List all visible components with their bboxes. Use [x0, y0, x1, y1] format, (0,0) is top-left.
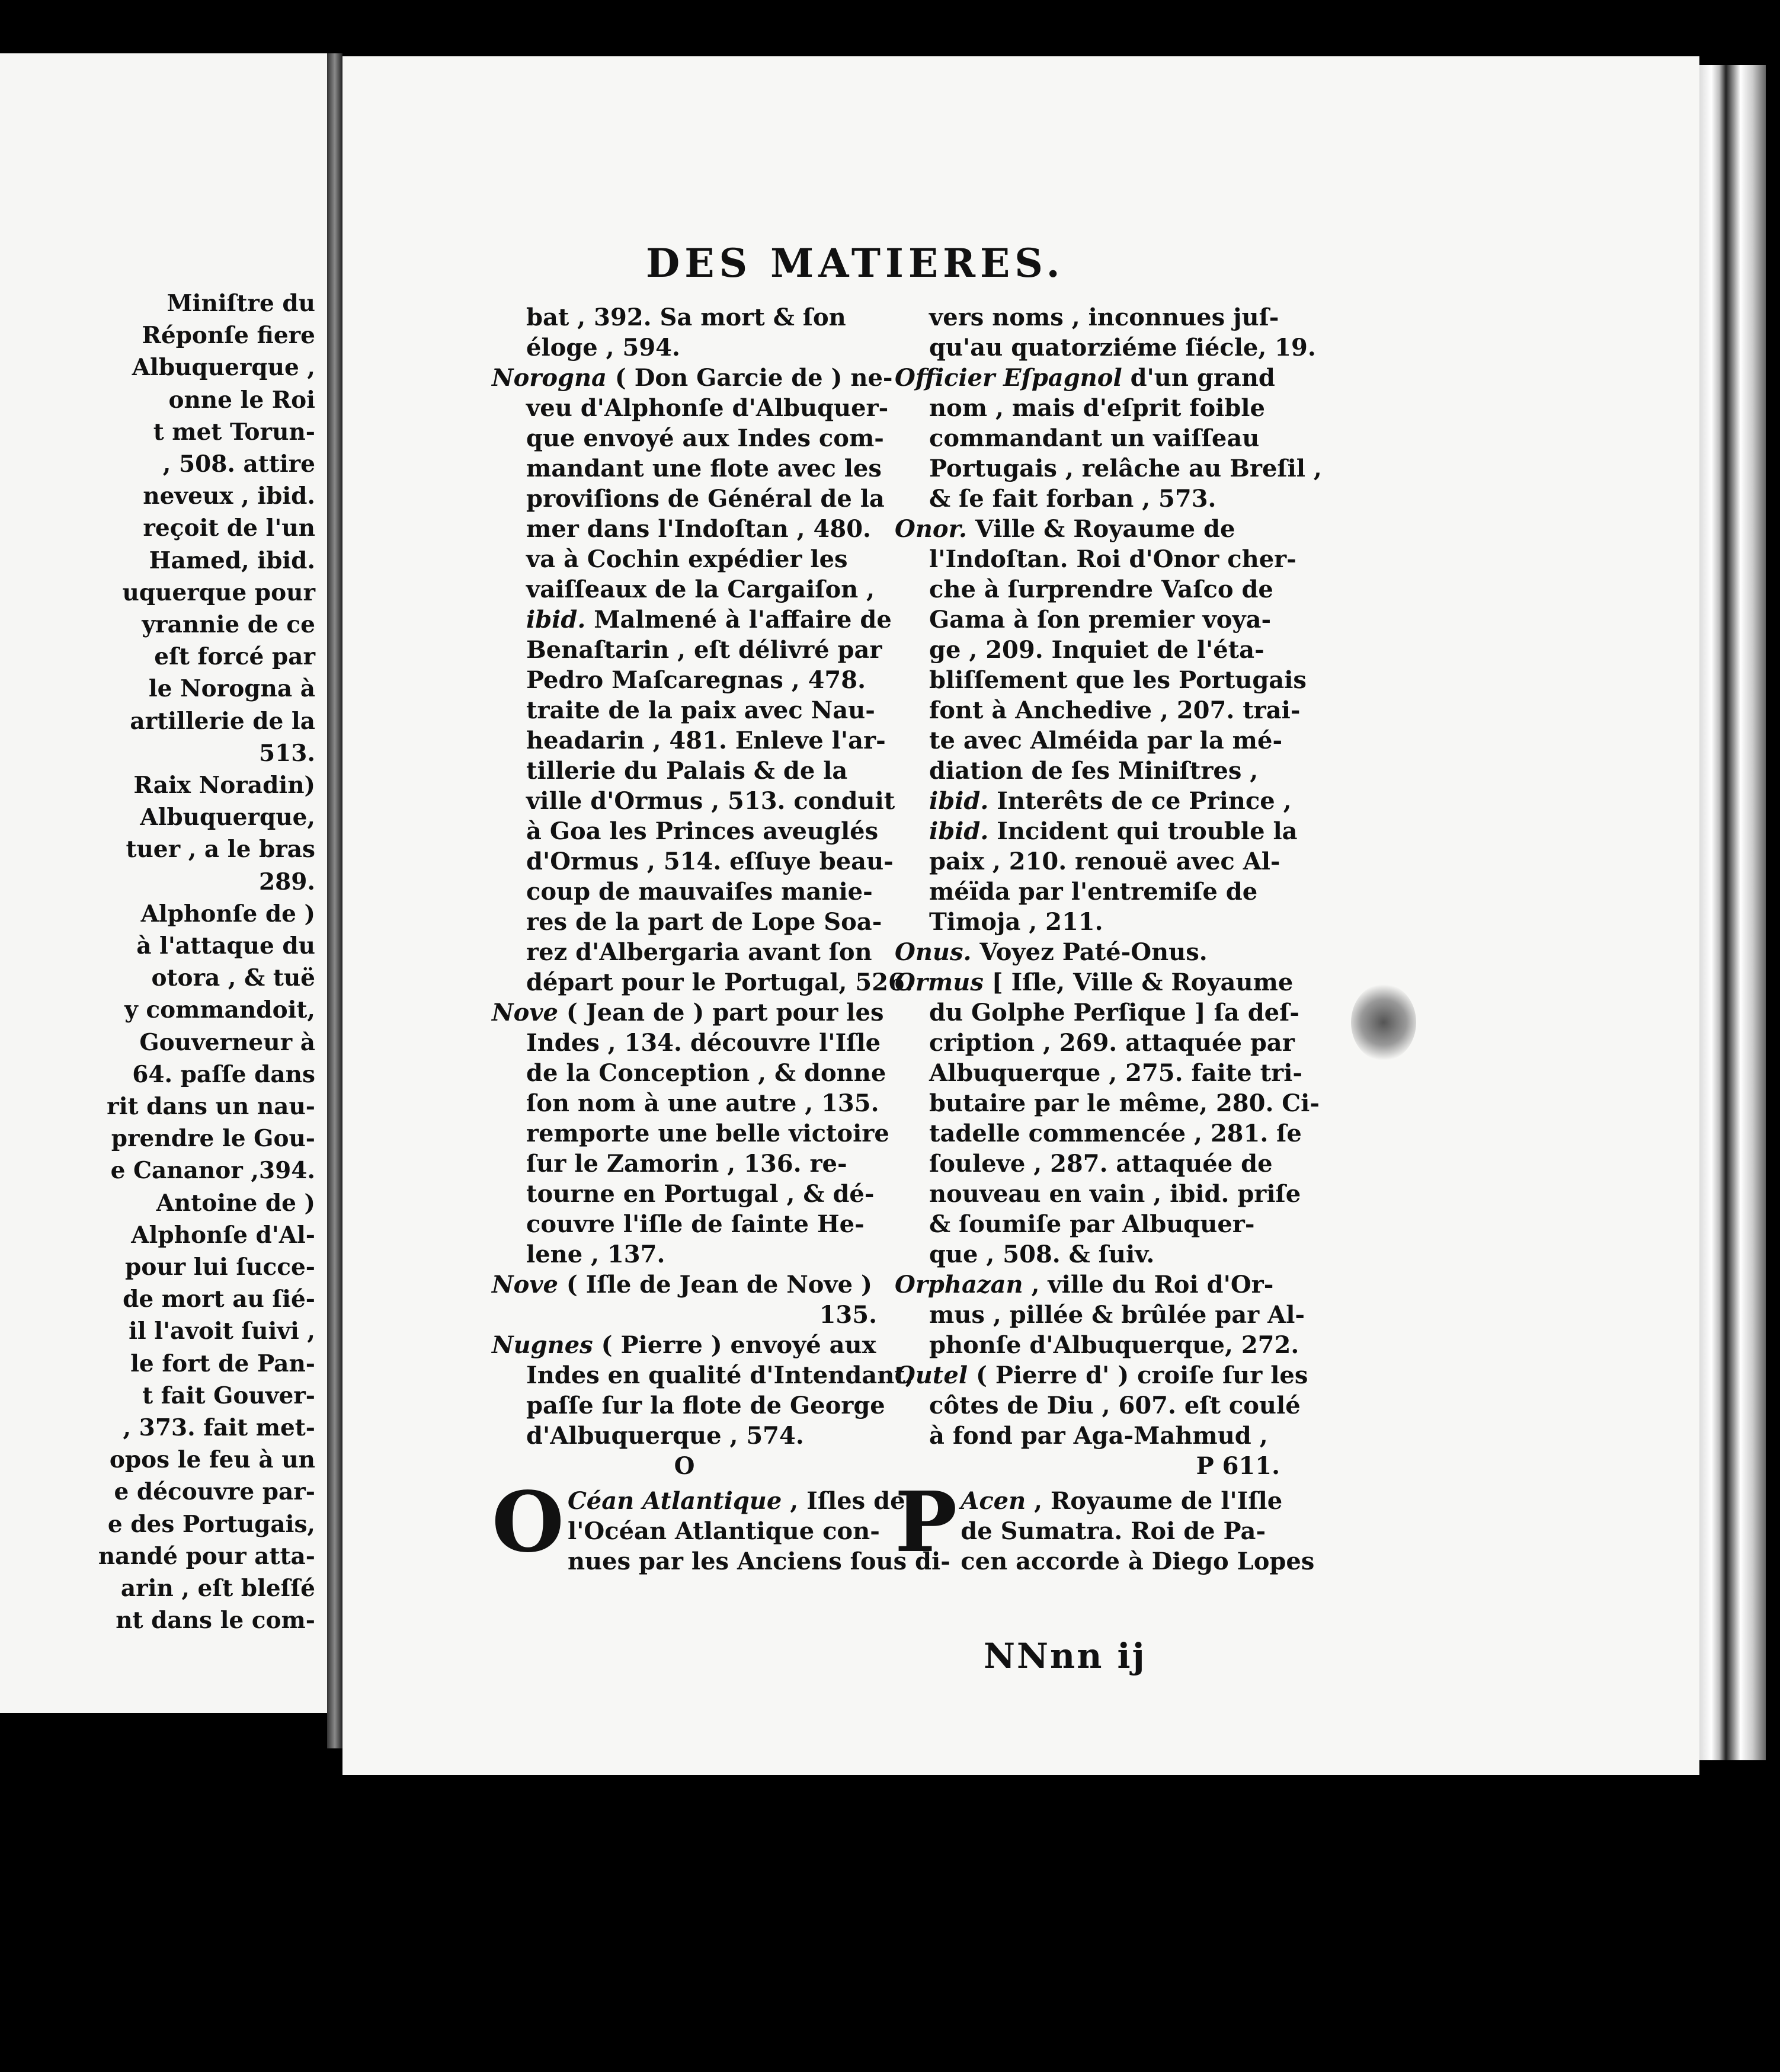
- left-page-line: pour lui ſucce-: [125, 1254, 315, 1281]
- drop-cap-entry: [895, 1474, 1315, 1577]
- index-text: commandant un vaiſſeau: [929, 424, 1260, 452]
- index-entry-line: [492, 574, 877, 605]
- index-entry-line: [895, 1270, 1280, 1300]
- index-term: Orphazan: [895, 1271, 1023, 1299]
- index-entry-line: [492, 816, 877, 846]
- index-column-right: [895, 302, 1322, 1577]
- index-text: & ſoumiſe par Albuquer-: [929, 1210, 1255, 1238]
- index-text: , Royaume de l'Iſle: [1026, 1487, 1283, 1515]
- index-term: Nugnes: [492, 1331, 593, 1359]
- index-entry-line: [492, 1088, 877, 1118]
- left-page-line: Alphonſe de ): [140, 900, 315, 928]
- index-entry-line: [895, 1330, 1299, 1360]
- index-entry-line: [895, 695, 1301, 725]
- index-text: à Goa les Princes aveuglés: [526, 817, 879, 845]
- index-text: éloge , 594.: [526, 334, 680, 362]
- page-header: DES MATIERES.: [646, 240, 1065, 286]
- index-text: diation de ſes Miniſtres ,: [929, 757, 1259, 785]
- left-page-line: e Cananor ,394.: [110, 1157, 315, 1185]
- index-entry-line: [492, 1270, 877, 1300]
- index-text: Indes , 134. découvre l'Iſle: [526, 1029, 881, 1057]
- index-text: , Iſles de: [782, 1487, 905, 1515]
- left-page-line: Antoine de ): [156, 1189, 315, 1217]
- index-text: te avec Alméida par la mé-: [929, 727, 1283, 754]
- index-term: Ormus: [895, 968, 984, 996]
- index-entry-line: [492, 1209, 877, 1239]
- index-entry-line: [895, 544, 1296, 574]
- index-entry-line: [492, 363, 893, 393]
- index-text: ſon nom à une autre , 135.: [526, 1089, 879, 1117]
- index-entry-line: [895, 332, 1316, 363]
- index-text: res de la part de Lope Soa-: [526, 908, 882, 936]
- index-text: va à Cochin expédier les: [526, 545, 848, 573]
- index-text: de la Conception , & donne: [526, 1059, 886, 1087]
- index-text: à fond par Aga-Mahmud ,: [929, 1422, 1268, 1450]
- index-text: bat , 392. Sa mort & ſon: [526, 303, 846, 331]
- index-entry-line: [895, 1421, 1280, 1451]
- left-page-line: nandé pour atta-: [98, 1542, 315, 1570]
- index-text: Pedro Maſcaregnas , 478.: [526, 666, 866, 694]
- left-page-line: de mort au ſié-: [123, 1286, 315, 1313]
- left-page-line: à l'attaque du: [136, 932, 315, 960]
- left-page-line: Albuquerque ,: [132, 354, 315, 382]
- index-text: couvre l'iſle de ſainte He-: [526, 1210, 865, 1238]
- left-page-line: 513.: [259, 739, 315, 767]
- left-page-line: otora , & tuë: [151, 964, 315, 992]
- index-entry-line: [492, 937, 877, 967]
- index-text: ( Jean de ) part pour les: [558, 999, 884, 1027]
- index-text: nues par les Anciens ſous di-: [567, 1547, 950, 1575]
- index-text: proviſions de Général de la: [526, 485, 885, 513]
- index-text: Incident qui trouble la: [988, 817, 1298, 845]
- left-page-line: opos le feu à un: [109, 1446, 315, 1474]
- index-entry-line: [492, 997, 884, 1028]
- index-term: Céan Atlantique: [567, 1487, 782, 1515]
- index-text: Albuquerque , 275. faite tri-: [929, 1059, 1302, 1087]
- index-entry-line: [492, 786, 895, 816]
- index-text: l'Indoſtan. Roi d'Onor cher-: [929, 545, 1296, 573]
- index-text: tadelle commencée , 281. ſe: [929, 1120, 1302, 1147]
- index-text: cription , 269. attaquée par: [929, 1029, 1295, 1057]
- index-entry-line: [895, 605, 1280, 635]
- index-text: O: [674, 1452, 695, 1480]
- index-text: vers noms , inconnues juſ-: [929, 303, 1279, 331]
- index-text: que , 508. & ſuiv.: [929, 1240, 1155, 1268]
- index-text: côtes de Diu , 607. eſt coulé: [929, 1392, 1301, 1419]
- left-page-line: Alphonſe d'Al-: [131, 1221, 315, 1249]
- left-page-line: Réponſe fiere: [142, 322, 315, 350]
- index-entry-line: [895, 967, 1294, 997]
- index-entry-line: [895, 877, 1280, 907]
- index-entry-line: [895, 1028, 1295, 1058]
- index-text: tourne en Portugal , & dé-: [526, 1180, 875, 1208]
- index-text: cen accorde à Diego Lopes: [961, 1547, 1315, 1575]
- index-text: lene , 137.: [526, 1240, 665, 1268]
- index-entry-line: [895, 907, 1280, 937]
- index-text: Benaſtarin , eſt délivré par: [526, 636, 882, 664]
- left-page-line: il l'avoit ſuivi ,: [129, 1318, 315, 1345]
- index-term: Norogna: [492, 364, 607, 392]
- index-text: traite de la paix avec Nau-: [526, 696, 875, 724]
- index-entry-line: [492, 665, 877, 695]
- index-entry-line: [492, 1058, 886, 1088]
- index-text: coup de mauvaiſes manie-: [526, 878, 873, 906]
- index-text: Interêts de ce Prince ,: [988, 787, 1292, 815]
- index-entry-line: [895, 725, 1283, 756]
- index-entry-line: [492, 1118, 889, 1149]
- index-text: che à ſurprendre Vaſco de: [929, 575, 1273, 603]
- drop-cap: O: [492, 1474, 564, 1571]
- index-entry-line: [895, 1360, 1308, 1390]
- left-page-line: t fait Gouver-: [142, 1382, 315, 1409]
- index-entry-line: [492, 393, 889, 423]
- left-page-line: Miniſtre du: [167, 290, 315, 317]
- index-term: Nove: [492, 999, 558, 1027]
- index-text: ſouleve , 287. attaquée de: [929, 1150, 1273, 1178]
- index-text: méïda par l'entremiſe de: [929, 878, 1258, 906]
- left-page-line: yrannie de ce: [142, 611, 315, 638]
- index-entry-line: [492, 1330, 877, 1360]
- index-entry-line: [895, 1179, 1301, 1209]
- index-text: Ville & Royaume de: [966, 515, 1235, 543]
- index-text: que envoyé aux Indes com-: [526, 424, 884, 452]
- index-text: nom , mais d'eſprit foible: [929, 394, 1265, 422]
- index-entry-line: [895, 786, 1292, 816]
- index-text: butaire par le même, 280. Ci-: [929, 1089, 1320, 1117]
- index-entry-line: [492, 1239, 877, 1270]
- index-entry-line: [492, 302, 877, 332]
- index-text: ( Don Garcie de ) ne-: [606, 364, 893, 392]
- index-text: , ville du Roi d'Or-: [1023, 1271, 1274, 1299]
- left-page-line: t met Torun-: [153, 418, 315, 446]
- index-text: du Golphe Perſique ] ſa deſ-: [929, 999, 1299, 1027]
- index-text: Timoja , 211.: [929, 908, 1103, 936]
- left-page-line: arin , eſt bleſſé: [120, 1575, 315, 1602]
- left-page-line: eſt forcé par: [154, 643, 315, 671]
- left-page-line: neveux , ibid.: [143, 482, 315, 510]
- index-text: ſur le Zamorin , 136. re-: [526, 1150, 847, 1178]
- index-text: mer dans l'Indoſtan , 480.: [526, 515, 871, 543]
- index-text: P 611.: [1196, 1452, 1280, 1480]
- index-term: ibid.: [929, 817, 989, 845]
- index-text: d'un grand: [1122, 364, 1275, 392]
- index-entry-line: [492, 695, 877, 725]
- left-page-line: 289.: [259, 868, 315, 896]
- index-entry-line: [492, 1390, 885, 1421]
- index-text: paix , 210. renouë avec Al-: [929, 848, 1280, 875]
- index-entry-line: [492, 544, 877, 574]
- index-text: l'Océan Atlantique con-: [567, 1517, 880, 1545]
- index-text: départ pour le Portugal, 526.: [526, 968, 913, 996]
- index-entry-line: [895, 393, 1280, 423]
- index-entry-line: [492, 484, 885, 514]
- index-text: d'Albuquerque , 574.: [526, 1422, 804, 1450]
- index-entry-line: [492, 756, 877, 786]
- drop-cap-entry: [492, 1474, 950, 1577]
- index-text: qu'au quatorziéme ſiécle, 19.: [929, 334, 1316, 362]
- index-term: Officier Eſpagnol: [895, 364, 1122, 392]
- index-text: headarin , 481. Enleve l'ar-: [526, 727, 886, 754]
- book-gutter: [327, 53, 342, 1748]
- left-page-line: Albuquerque,: [140, 804, 315, 832]
- catchword: NNnn ij: [984, 1636, 1147, 1676]
- index-term: Nove: [492, 1271, 558, 1299]
- index-text: vaiſſeaux de la Cargaiſon ,: [526, 575, 875, 603]
- left-page-line: nt dans le com-: [116, 1607, 315, 1635]
- left-page-line: prendre le Gou-: [111, 1125, 315, 1153]
- index-text: & ſe fait forban , 573.: [929, 485, 1216, 513]
- left-page-line: rit dans un nau-: [107, 1093, 315, 1120]
- index-text: ge , 209. Inquiet de l'éta-: [929, 636, 1264, 664]
- index-entry-line: [895, 756, 1280, 786]
- index-entry-line: [895, 363, 1280, 393]
- index-entry-line: [492, 846, 894, 877]
- index-entry-line: [895, 1118, 1302, 1149]
- index-text: Voyez Paté-Onus.: [971, 938, 1208, 966]
- drop-cap: P: [895, 1474, 958, 1571]
- index-term: Acen: [961, 1487, 1026, 1515]
- index-text: Indes en qualité d'Intendant,: [526, 1361, 914, 1389]
- left-page-line: artillerie de la: [130, 707, 315, 735]
- index-entry-line: [895, 665, 1307, 695]
- index-entry-line: [895, 514, 1280, 544]
- index-text: phonſe d'Albuquerque, 272.: [929, 1331, 1299, 1359]
- index-term: Onor.: [895, 515, 967, 543]
- left-page-line: e des Portugais,: [107, 1510, 315, 1538]
- index-entry-line: [492, 877, 877, 907]
- ink-smudge: [1351, 984, 1416, 1061]
- index-term: ibid.: [929, 787, 989, 815]
- index-text: ( Pierre ) envoyé aux: [593, 1331, 876, 1359]
- index-text: paſſe ſur la flote de George: [526, 1392, 885, 1419]
- index-entry-line: [895, 816, 1298, 846]
- index-entry-line: [492, 725, 886, 756]
- index-text: nouveau en vain , ibid. priſe: [929, 1180, 1301, 1208]
- index-text: ville d'Ormus , 513. conduit: [526, 787, 895, 815]
- index-entry-line: [895, 1239, 1280, 1270]
- index-entry-line: [492, 907, 882, 937]
- index-entry-line: [492, 605, 892, 635]
- index-text: mandant une flote avec les: [526, 455, 882, 482]
- index-entry-line: [895, 302, 1280, 332]
- index-text: rez d'Albergaria avant ſon: [526, 938, 872, 966]
- index-entry-line: [895, 846, 1280, 877]
- left-page-line: le fort de Pan-: [130, 1350, 315, 1377]
- index-entry-line: [492, 332, 877, 363]
- index-entry-line: [895, 1209, 1280, 1239]
- left-page-line: , 373. fait met-: [123, 1414, 315, 1441]
- index-text: Malmené à l'affaire de: [585, 606, 892, 634]
- index-entry-line: [895, 423, 1280, 453]
- index-text: Gama à ſon premier voya-: [929, 606, 1272, 634]
- index-entry-line: [895, 453, 1322, 484]
- index-text: tillerie du Palais & de la: [526, 757, 848, 785]
- left-page-line: reçoit de l'un: [143, 514, 315, 542]
- index-term: Onus.: [895, 938, 972, 966]
- page-edge: [1699, 65, 1766, 1760]
- index-entry-line: [492, 1149, 877, 1179]
- index-term: Outel: [895, 1361, 968, 1389]
- index-text: 135.: [819, 1301, 877, 1329]
- index-entry-line: [492, 1300, 877, 1330]
- index-entry-line: [492, 967, 913, 997]
- index-entry-line: [895, 1058, 1302, 1088]
- left-page-line: , 508. attire: [162, 450, 315, 478]
- left-page-line: le Norogna à: [148, 675, 315, 703]
- index-text: ( Iſle de Jean de Nove ): [558, 1271, 872, 1299]
- index-text: remporte une belle victoire: [526, 1120, 889, 1147]
- index-entry-line: [492, 453, 882, 484]
- left-page-line: tuer , a le bras: [126, 836, 315, 864]
- index-entry-line: [895, 574, 1280, 605]
- index-entry-line: [895, 1390, 1301, 1421]
- left-page-line: Raix Noradin): [133, 772, 315, 799]
- index-term: ibid.: [526, 606, 586, 634]
- index-entry-line: [895, 937, 1280, 967]
- index-entry-line: [895, 1088, 1320, 1118]
- index-entry-line: [492, 1421, 877, 1451]
- left-page: [0, 53, 327, 1713]
- index-entry-line: [492, 514, 877, 544]
- index-entry-line: [895, 1149, 1280, 1179]
- index-entry-line: [492, 635, 882, 665]
- left-page-line: e découvre par-: [114, 1478, 315, 1506]
- index-text: d'Ormus , 514. eſſuye beau-: [526, 848, 894, 875]
- left-page-line: y commandoit,: [124, 996, 315, 1024]
- index-entry-line: [895, 997, 1299, 1028]
- left-page-line: Gouverneur à: [139, 1028, 315, 1056]
- left-page-line: Hamed, ibid.: [149, 546, 315, 574]
- index-text: [ Iſle, Ville & Royaume: [983, 968, 1294, 996]
- index-text: veu d'Alphonſe d'Albuquer-: [526, 394, 889, 422]
- index-text: font à Anchedive , 207. trai-: [929, 696, 1301, 724]
- index-text: de Sumatra. Roi de Pa-: [961, 1517, 1266, 1545]
- left-page-line: onne le Roi: [168, 386, 315, 414]
- index-entry-line: [895, 635, 1280, 665]
- index-entry-line: [895, 1300, 1305, 1330]
- index-entry-line: [895, 484, 1280, 514]
- index-text: mus , pillée & brûlée par Al-: [929, 1301, 1305, 1329]
- left-page-line: uquerque pour: [122, 578, 315, 606]
- index-entry-line: [492, 1360, 914, 1390]
- index-entry-line: [492, 1179, 877, 1209]
- index-text: ( Pierre d' ) croiſe ſur les: [968, 1361, 1308, 1389]
- index-entry-line: [492, 1028, 881, 1058]
- index-text: bliſſement que les Portugais: [929, 666, 1307, 694]
- left-page-line: 64. paſſe dans: [132, 1060, 315, 1088]
- index-text: Portugais , relâche au Breſil ,: [929, 455, 1322, 482]
- index-entry-line: [492, 423, 884, 453]
